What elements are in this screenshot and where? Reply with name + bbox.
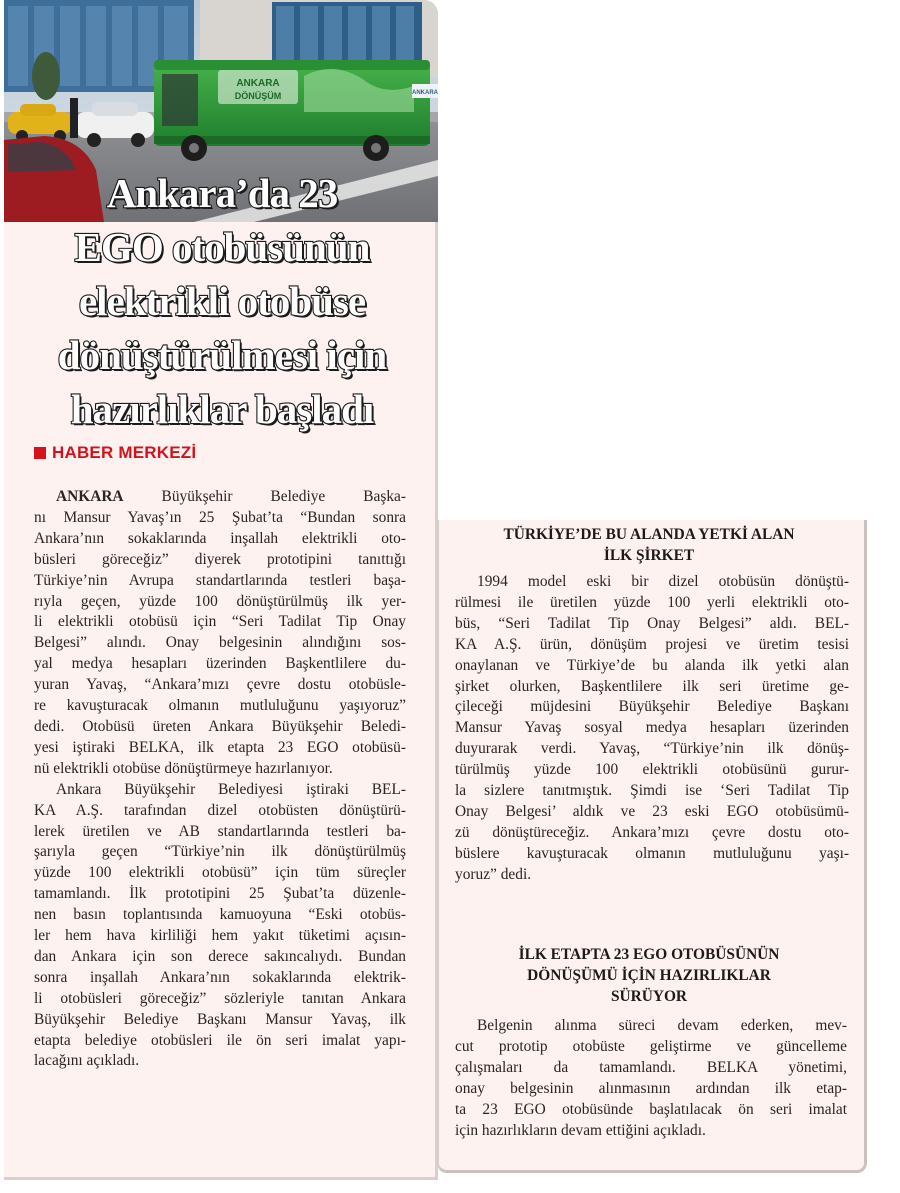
text-line: çalışmaları da tamamlandı. BELKA yönetimi, xyxy=(455,1058,847,1076)
left-column-body xyxy=(34,487,406,1072)
right-column-body-1 xyxy=(455,572,849,886)
text-line: onaylanan ve Türkiye’de bu alanda ilk yetki alan xyxy=(455,656,849,674)
text-line: 1994 model eski bir dizel otobüsün dönüştü- xyxy=(477,573,849,590)
text-line: KA A.Ş. ürün, dönüşüm projesi ve üretim tesisi xyxy=(455,635,849,653)
text-line: yesi iştiraki BELKA, ilk etapta 23 EGO otobüsü- xyxy=(34,738,406,756)
text-line: için hazırlıkların devam ettiğini açıkladı. xyxy=(455,1121,706,1139)
headline xyxy=(18,166,426,436)
headline-line: EGO otobüsünün xyxy=(74,224,370,270)
bus-text-2: DÖNÜŞÜM xyxy=(234,91,282,101)
text-line: nen basın toplantısında kamuoyuna “Eski otobüs- xyxy=(34,906,406,924)
text-line: Onay Belgesi’ aldık ve 23 eski EGO otobüsümü- xyxy=(455,802,849,820)
subheading-line: İLK ŞİRKET xyxy=(603,547,695,564)
headline-line: Ankara’da 23 xyxy=(106,170,338,216)
text-line: Ankara’nın sokaklarında inşallah elektrikli oto- xyxy=(34,529,406,547)
text-line: Belgenin alınma süreci devam ederken, mev- xyxy=(477,1017,847,1034)
text-line: rülmesi ile üretilen yüzde 100 yerli elektrikli oto- xyxy=(455,593,849,611)
text-line: büsleri göreceğiz” diyerek prototipini tanıttığı xyxy=(34,550,406,568)
sign-text: ANKARA xyxy=(412,90,438,96)
text-line: Büyükşehir Belediye Başkanı Mansur Yavaş, ilk xyxy=(34,1010,406,1028)
text-line: dedi. Otobüsü üreten Ankara Büyükşehir Beledi- xyxy=(34,717,406,735)
headline-line: dönüştürülmesi için xyxy=(57,332,387,378)
text-line: şirket olurken, Başkentlilere ilk seri üretime ge- xyxy=(455,677,849,695)
byline-text: HABER MERKEZİ xyxy=(52,443,197,462)
right-column-body-2 xyxy=(455,1016,847,1141)
text-line: Türkiye’nin Avrupa standartlarında testleri başa- xyxy=(34,571,406,589)
text-line: türülmüş yüzde 100 elektrikli otobüsünü gurur- xyxy=(455,761,849,779)
text-line: Mansur Yavaş sosyal medya hesapları üzerinden xyxy=(455,719,849,737)
text-line: lerek üretilen ve AB standartlarında testleri ba- xyxy=(34,822,406,840)
text-line: cut prototip otobüste geliştirme ve güncelleme xyxy=(455,1037,847,1055)
text-fragment: Büyükşehir Belediye Başka- xyxy=(123,488,406,505)
text-line xyxy=(34,487,406,508)
dateline: ANKARA xyxy=(56,488,124,505)
subheading-line: TÜRKİYE’DE BU ALANDA YETKİ ALAN xyxy=(503,526,795,543)
text-line: nü elektrikli otobüse dönüştürmeye hazırlanıyor. xyxy=(34,759,333,777)
text-line: ta 23 EGO otobüsünde başlatılacak ön seri imalat xyxy=(455,1100,847,1118)
article-column-left xyxy=(4,0,438,1180)
text-line: tamamlandı. İlk prototipini 25 Şubat’ta düzenle- xyxy=(34,885,406,903)
text-line: yoruz” dedi. xyxy=(455,865,532,883)
text-line: sonra inşallah Ankara’nın sokaklarında elektrik- xyxy=(34,968,406,986)
text-line: yüzde 100 elektrikli otobüsü” için tüm süreçler xyxy=(34,864,406,882)
text-line: li elektrikli otobüsü için “Seri Tadilat Tip Onay xyxy=(34,613,406,631)
subheading-1 xyxy=(447,524,851,566)
text-line: dan Ankara için son derece sakıncalıydı. Bundan xyxy=(34,947,406,965)
subheading-line: İLK ETAPTA 23 EGO OTOBÜSÜNÜN xyxy=(518,946,780,963)
text-line: lacağını açıkladı. xyxy=(34,1052,140,1070)
headline-line: elektrikli otobüse xyxy=(78,278,366,324)
text-line: la sizlere tanıtmıştık. Şimdi ise ‘Seri Tadilat Tip xyxy=(455,782,849,800)
text-line: büslere kavuşturacak olmanın mutluluğunu yaşı- xyxy=(455,844,849,862)
text-line: ler hem hava kirliliği hem yakıt tüketimi açısın- xyxy=(34,927,406,945)
bus-text-1: ANKARA xyxy=(236,78,280,89)
subheading-line: SÜRÜYOR xyxy=(610,988,688,1005)
text-line: zü dönüştüreceğiz. Ankara’mızı çevre dostu oto- xyxy=(455,823,849,841)
subheading-2 xyxy=(447,944,851,1007)
text-line: Belgesi” alındı. Onay belgesinin alındığını sos- xyxy=(34,634,406,652)
headline-line: hazırlıklar başladı xyxy=(70,386,374,432)
text-line: li otobüsleri göreceğiz” sözleriyle tanıtan Ankara xyxy=(34,989,406,1007)
byline xyxy=(34,442,196,464)
text-line: rıyla geçen, yüzde 100 dönüştürülmüş ilk yer- xyxy=(34,592,406,610)
text-line: yal medya hesapları üzerinden Başkentlilere du- xyxy=(34,655,406,673)
subheading-line: DÖNÜŞÜMÜ İÇİN HAZIRLIKLAR xyxy=(527,967,771,984)
text-line: nı Mansur Yavaş’ın 25 Şubat’ta “Bundan sonra xyxy=(34,508,406,526)
text-line: Ankara Büyükşehir Belediyesi iştiraki BEL- xyxy=(56,780,406,798)
text-line: şarıyla geçen “Türkiye’nin ilk dönüştürülmüş xyxy=(34,843,406,861)
text-line: yuran Yavaş, “Ankara’mızı çevre dostu otobüsle- xyxy=(34,676,406,694)
text-line: re kavuşturacak olmanın mutluluğunu yaşıyoruz” xyxy=(34,697,406,715)
text-line: büs, “Seri Tadilat Tip Onay Belgesi” aldı. BEL- xyxy=(455,614,849,632)
text-line: KA A.Ş. tarafından dizel otobüsten dönüştürü- xyxy=(34,801,406,819)
text-line: duyurarak verdi. Yavaş, “Türkiye’nin ilk dönüş- xyxy=(455,740,849,758)
text-line: onay belgesinin alınmasının ardından ilk etap- xyxy=(455,1079,847,1097)
text-line: çileceği müjdesini Büyükşehir Belediye Başkanı xyxy=(455,698,849,716)
red-square-icon xyxy=(34,447,46,459)
text-line: etapta belediye otobüsleri ile ön seri imalat yapı- xyxy=(34,1031,406,1049)
